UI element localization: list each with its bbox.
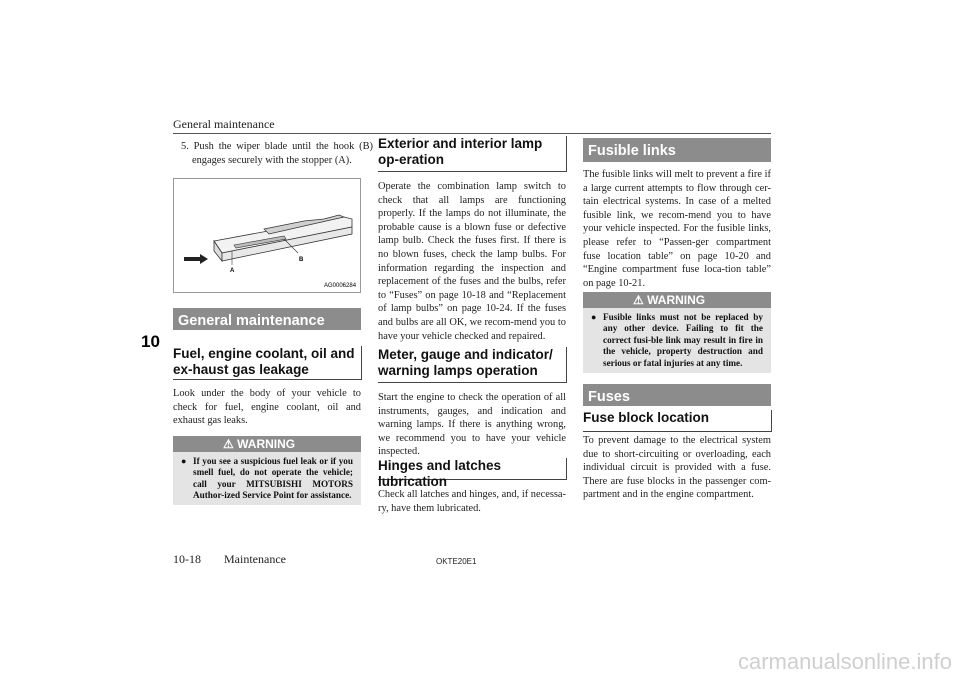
subsection-fuel-leakage-title: Fuel, engine coolant, oil and ex-haust gas leakage: [173, 346, 361, 380]
fusible-links-body: The fusible links will melt to prevent a fire if a large current attempts to flow through cer-tain electrical systems. In case of a melted fusible link, we recom-mend you to have your vehicle inspected. For the fusible links, please refer to “Passen-ger compartment fuse location table” on page 10-20 and “Engine compartment fuse loca-tion table” on page 10-21.: [583, 169, 771, 289]
subsection-meter-gauge: [378, 347, 567, 383]
subsection-lamp-operation: [378, 136, 567, 172]
warning-text-content: If you see a suspicious fuel leak or if you smell fuel, do not operate the vehicle; call your MITSUBISHI MOTORS Author-ized Service Point for assistance.: [193, 456, 353, 501]
subsection-hinges: [378, 458, 567, 489]
step-5-text: 5. Push the wiper blade until the hook (B) engages securely with the stopper (A).: [181, 141, 373, 166]
warning-text: [583, 308, 771, 375]
warning-box-fuel: [173, 436, 361, 505]
running-header: General maintenance: [173, 117, 275, 131]
warning-triangle-icon: ⚠: [223, 437, 234, 451]
warning-text-content: Fusible links must not be replaced by any other device. Failing to fit the correct fusi-ble link may result in fire in the vehicle, property destruction and serious or fatal injuries at any time.: [603, 312, 763, 368]
warning-triangle-icon: ⚠: [633, 293, 644, 307]
page-number: 10-18: [173, 552, 201, 566]
section-fuses: Fuses: [583, 384, 771, 406]
subsection-fuse-block: [583, 410, 772, 432]
bullet-icon: ●: [591, 312, 597, 322]
watermark: carmanualsonline.info: [737, 649, 952, 674]
warning-header: [173, 436, 361, 452]
subsection-meter-gauge-title: Meter, gauge and indicator/ warning lamps operation: [378, 347, 566, 383]
subsection-fuel-leakage: [173, 346, 362, 380]
header-rule: [173, 133, 771, 134]
section-general-maintenance: General maintenance: [173, 308, 361, 330]
hinges-body: Check all latches and hinges, and, if necessa-ry, have them lubricated.: [378, 489, 566, 514]
wiper-blade-illustration: [174, 179, 360, 292]
chapter-tab: 10: [141, 332, 160, 351]
warning-label: WARNING: [237, 437, 296, 451]
meter-gauge-body: Start the engine to check the operation of all instruments, gauges, and indication and warning lamps. If there is anything wrong, we recommend you to have your vehicle inspected.: [378, 392, 566, 458]
subsection-hinges-title: Hinges and latches lubrication: [378, 458, 566, 480]
fuel-leak-body: Look under the body of your vehicle to check for fuel, engine coolant, oil and exhaust gas leaks.: [173, 388, 361, 427]
subsection-lamp-operation-title: Exterior and interior lamp op-eration: [378, 136, 566, 172]
footer-section: Maintenance: [224, 552, 286, 566]
fuse-block-body: To prevent damage to the electrical system due to short-circuiting or overloading, each individual circuit is provided with a fuse. There are fuse blocks in the passenger com-partment and in the engine compartment.: [583, 435, 771, 501]
subsection-fuse-block-title: Fuse block location: [583, 410, 771, 432]
wiper-blade-figure: [173, 178, 361, 293]
figure-label-b: B: [299, 257, 304, 263]
lamp-operation-body: Operate the combination lamp switch to check that all lamps are functioning properly. If the lamps do not illuminate, the probable cause is a blown fuse or defective lamp bulb. Check the fuses first. If there is no blown fuses, check the lamp bulbs. For information regarding the inspection and replacement of the fuses and the bulbs, refer to “Fuses” on page 10-18 and “Replacement of lamp bulbs” on page 10-24. If the fuses and bulbs are all OK, we recom-mend you to have your vehicle checked and repaired.: [378, 181, 566, 342]
warning-text: [173, 452, 361, 508]
warning-header: [583, 292, 771, 308]
warning-label: WARNING: [647, 293, 706, 307]
document-code: OKTE20E1: [436, 557, 477, 566]
warning-box-fusible: [583, 292, 771, 373]
bullet-icon: ●: [181, 456, 187, 466]
figure-label-a: A: [230, 268, 235, 274]
section-fusible-links: Fusible links: [583, 138, 771, 162]
figure-code: AG0006284: [324, 283, 357, 289]
